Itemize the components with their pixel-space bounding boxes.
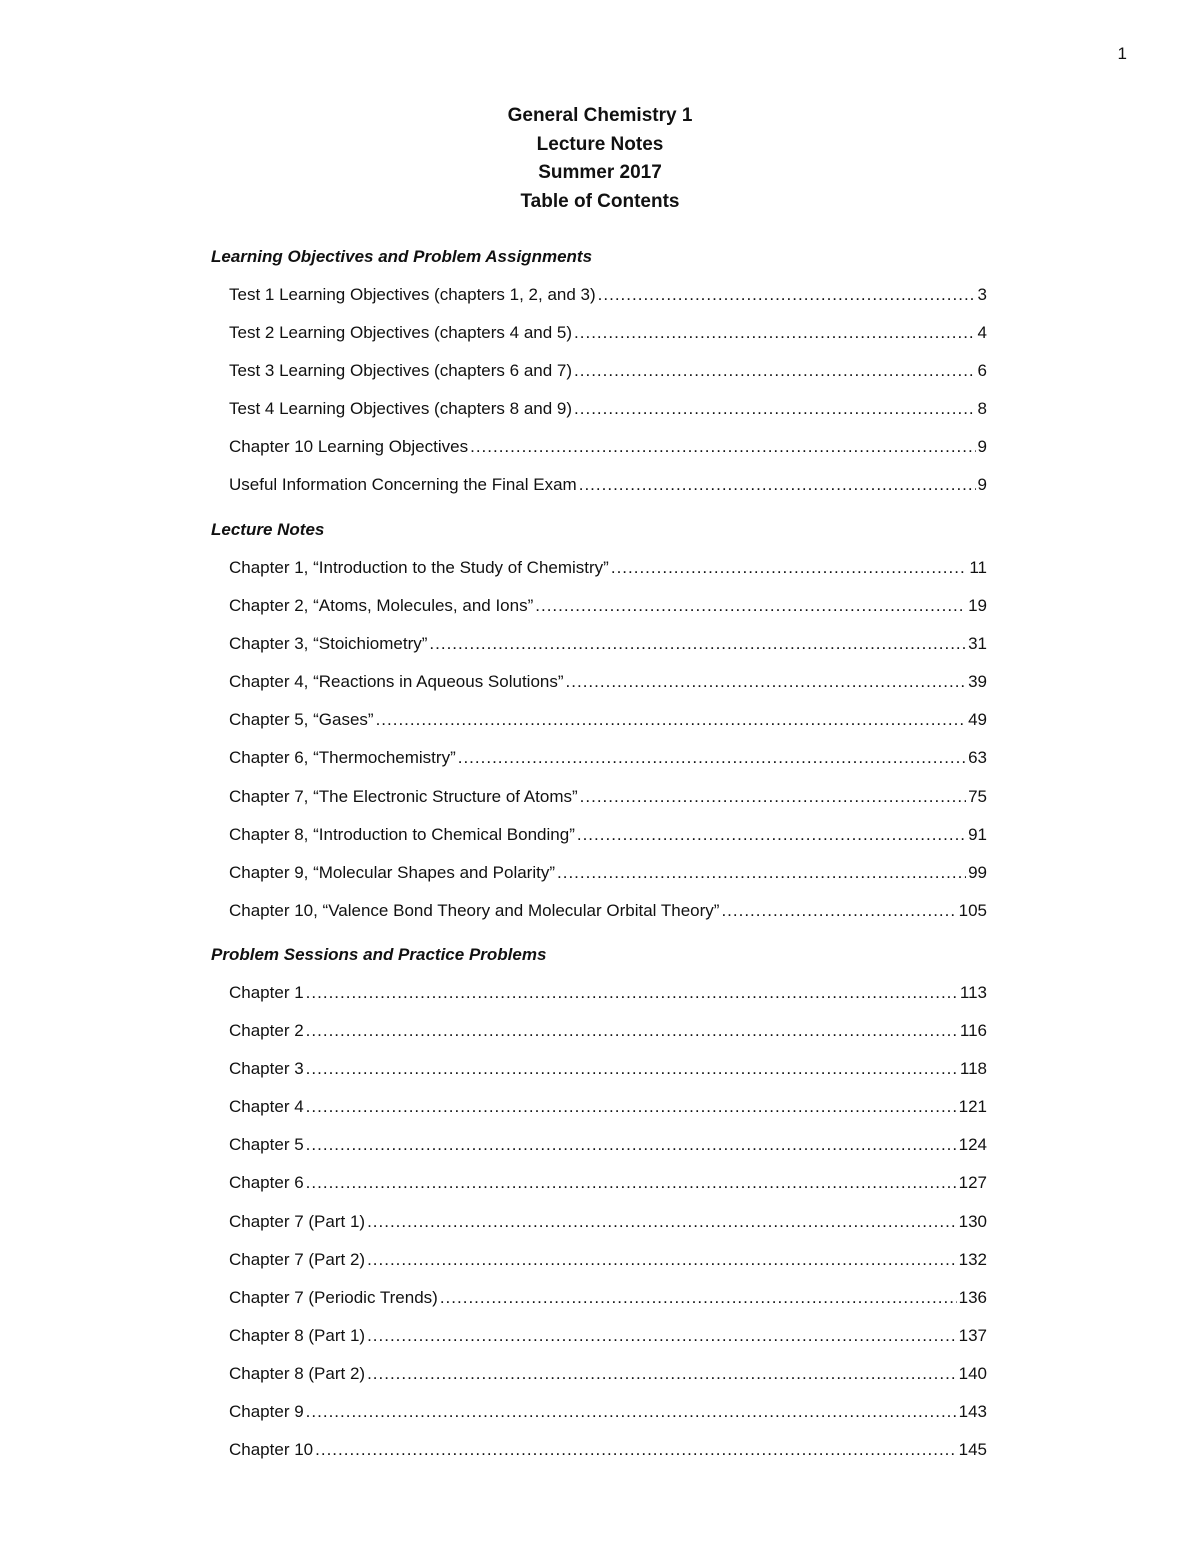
toc-entry[interactable] bbox=[229, 1020, 987, 1058]
toc-entry-page: 99 bbox=[968, 862, 987, 882]
dot-leader bbox=[721, 900, 956, 922]
toc-entry-page: 75 bbox=[968, 786, 987, 806]
toc-entry-page: 127 bbox=[958, 1173, 987, 1193]
dot-leader bbox=[315, 1439, 957, 1461]
toc-entry-label: Chapter 2 bbox=[229, 1021, 304, 1041]
dot-leader bbox=[574, 398, 976, 420]
dot-leader bbox=[306, 1172, 957, 1194]
dot-leader bbox=[440, 1287, 957, 1309]
toc-entry[interactable] bbox=[229, 1134, 987, 1172]
section-heading-learning-objectives: Learning Objectives and Problem Assignments bbox=[211, 247, 593, 266]
toc-entry[interactable] bbox=[229, 360, 987, 398]
section-heading-lecture-notes: Lecture Notes bbox=[211, 520, 325, 539]
toc-entry-label: Chapter 9, “Molecular Shapes and Polarity” bbox=[229, 862, 555, 882]
toc-entry-page: 116 bbox=[959, 1021, 987, 1041]
toc-entry-label: Chapter 9 bbox=[229, 1402, 304, 1422]
dot-leader bbox=[367, 1249, 957, 1271]
toc-entry-page: 63 bbox=[968, 748, 987, 768]
toc-entry-page: 3 bbox=[977, 285, 987, 304]
dot-leader bbox=[577, 824, 966, 846]
dot-leader bbox=[429, 633, 966, 655]
dot-leader bbox=[306, 1096, 957, 1118]
toc-entry[interactable] bbox=[229, 595, 987, 633]
toc-entry-label: Chapter 4 bbox=[229, 1097, 304, 1117]
toc-entry-label: Test 3 Learning Objectives (chapters 6 and 7) bbox=[229, 361, 573, 381]
toc-entry[interactable] bbox=[229, 1172, 987, 1210]
dot-leader bbox=[535, 595, 966, 617]
document-title: General Chemistry 1 bbox=[507, 105, 693, 126]
toc-entry-label: Chapter 7 (Part 2) bbox=[229, 1249, 366, 1269]
toc-entry[interactable] bbox=[229, 1096, 987, 1134]
toc-entry[interactable] bbox=[229, 786, 987, 824]
dot-leader bbox=[306, 1020, 958, 1042]
toc-list-learning-objectives bbox=[229, 284, 987, 513]
section-heading-problem-sessions: Problem Sessions and Practice Problems bbox=[211, 945, 547, 964]
dot-leader bbox=[367, 1363, 957, 1385]
toc-entry-label: Chapter 2, “Atoms, Molecules, and Ions” bbox=[229, 596, 534, 616]
document-subtitle: Lecture Notes bbox=[536, 133, 664, 155]
toc-entry[interactable] bbox=[229, 1249, 987, 1287]
toc-entry-label: Chapter 7 (Periodic Trends) bbox=[229, 1287, 438, 1307]
dot-leader bbox=[376, 709, 967, 731]
toc-entry[interactable] bbox=[229, 398, 987, 436]
toc-entry[interactable] bbox=[229, 322, 987, 360]
dot-leader bbox=[579, 474, 976, 496]
toc-entry-label: Chapter 5 bbox=[229, 1135, 304, 1155]
toc-entry[interactable] bbox=[229, 474, 987, 512]
toc-entry-page: 6 bbox=[977, 361, 987, 381]
toc-entry[interactable] bbox=[229, 1401, 987, 1439]
toc-entry-label: Chapter 10 Learning Objectives bbox=[229, 437, 469, 457]
toc-entry[interactable] bbox=[229, 284, 987, 322]
toc-entry-label: Chapter 7, “The Electronic Structure of Atoms” bbox=[229, 786, 578, 806]
dot-leader bbox=[306, 1134, 957, 1156]
toc-entry[interactable] bbox=[229, 1325, 987, 1363]
toc-entry-label: Useful Information Concerning the Final Exam bbox=[229, 475, 577, 495]
toc-entry-page: 118 bbox=[959, 1059, 987, 1079]
toc-entry-label: Test 4 Learning Objectives (chapters 8 and 9) bbox=[229, 399, 573, 419]
dot-leader bbox=[557, 862, 966, 884]
dot-leader bbox=[598, 284, 976, 306]
dot-leader bbox=[306, 982, 958, 1004]
toc-entry[interactable] bbox=[229, 900, 987, 938]
toc-entry[interactable] bbox=[229, 1363, 987, 1401]
toc-entry-page: 124 bbox=[958, 1135, 987, 1155]
toc-entry-label: Chapter 10 bbox=[229, 1440, 314, 1460]
toc-entry[interactable] bbox=[229, 747, 987, 785]
toc-entry[interactable] bbox=[229, 709, 987, 747]
toc-entry-label: Chapter 1, “Introduction to the Study of Chemistry” bbox=[229, 558, 609, 577]
toc-entry-page: 130 bbox=[958, 1211, 987, 1231]
dot-leader bbox=[367, 1325, 957, 1347]
toc-entry-page: 9 bbox=[977, 475, 987, 495]
toc-entry[interactable] bbox=[229, 671, 987, 709]
toc-title: Table of Contents bbox=[520, 190, 680, 212]
toc-entry-label: Chapter 8, “Introduction to Chemical Bonding” bbox=[229, 824, 575, 844]
toc-entry-label: Chapter 6 bbox=[229, 1173, 304, 1193]
dot-leader bbox=[574, 322, 976, 344]
toc-entry-page: 4 bbox=[977, 323, 987, 343]
toc-entry[interactable] bbox=[229, 633, 987, 671]
toc-entry[interactable] bbox=[229, 862, 987, 900]
toc-entry-label: Chapter 7 (Part 1) bbox=[229, 1211, 366, 1231]
page-number: 1 bbox=[1117, 44, 1127, 63]
dot-leader bbox=[458, 747, 966, 769]
toc-entry-page: 113 bbox=[959, 983, 987, 1002]
toc-entry-label: Chapter 8 (Part 1) bbox=[229, 1325, 366, 1345]
toc-entry-page: 145 bbox=[958, 1440, 987, 1460]
dot-leader bbox=[306, 1401, 957, 1423]
toc-list-lecture-notes bbox=[229, 557, 987, 938]
toc-entry[interactable] bbox=[229, 1439, 987, 1477]
toc-entry-page: 143 bbox=[958, 1402, 987, 1422]
toc-entry-label: Chapter 3, “Stoichiometry” bbox=[229, 634, 428, 654]
toc-entry[interactable] bbox=[229, 1211, 987, 1249]
toc-entry-page: 8 bbox=[977, 399, 987, 419]
dot-leader bbox=[367, 1211, 957, 1233]
toc-entry-page: 121 bbox=[958, 1097, 987, 1117]
toc-entry-page: 31 bbox=[968, 634, 987, 654]
toc-entry-label: Chapter 5, “Gases” bbox=[229, 710, 374, 730]
toc-entry[interactable] bbox=[229, 982, 987, 1020]
title-block bbox=[0, 102, 1200, 216]
toc-entry-page: 132 bbox=[958, 1249, 987, 1269]
dot-leader bbox=[306, 1058, 958, 1080]
toc-entry-page: 136 bbox=[958, 1287, 987, 1307]
toc-entry-page: 49 bbox=[968, 710, 987, 730]
toc-entry[interactable] bbox=[229, 1058, 987, 1096]
toc-entry-label: Test 1 Learning Objectives (chapters 1, 2, and 3) bbox=[229, 285, 596, 304]
dot-leader bbox=[470, 436, 975, 458]
toc-entry-page: 39 bbox=[968, 672, 987, 692]
toc-entry[interactable] bbox=[229, 1287, 987, 1325]
dot-leader bbox=[574, 360, 976, 382]
dot-leader bbox=[580, 786, 966, 808]
toc-entry-page: 11 bbox=[969, 558, 987, 577]
toc-entry-label: Chapter 8 (Part 2) bbox=[229, 1363, 366, 1383]
toc-entry-page: 105 bbox=[958, 900, 987, 920]
toc-list-problem-sessions bbox=[229, 982, 987, 1477]
toc-entry[interactable] bbox=[229, 436, 987, 474]
toc-entry-page: 137 bbox=[958, 1325, 987, 1345]
toc-entry-label: Chapter 6, “Thermochemistry” bbox=[229, 748, 456, 768]
toc-entry-page: 91 bbox=[968, 824, 987, 844]
toc-entry-label: Chapter 4, “Reactions in Aqueous Solutions” bbox=[229, 672, 564, 692]
toc-entry-page: 140 bbox=[958, 1363, 987, 1383]
toc-entry-page: 9 bbox=[977, 437, 987, 457]
dot-leader bbox=[611, 557, 968, 579]
toc-entry-label: Test 2 Learning Objectives (chapters 4 and 5) bbox=[229, 323, 573, 343]
toc-entry-label: Chapter 1 bbox=[229, 983, 304, 1002]
toc-entry[interactable] bbox=[229, 824, 987, 862]
toc-entry-label: Chapter 10, “Valence Bond Theory and Molecular Orbital Theory” bbox=[229, 900, 720, 920]
toc-entry-label: Chapter 3 bbox=[229, 1059, 304, 1079]
document-term: Summer 2017 bbox=[538, 162, 662, 183]
toc-entry-page: 19 bbox=[968, 596, 987, 616]
dot-leader bbox=[566, 671, 967, 693]
toc-entry[interactable] bbox=[229, 557, 987, 595]
